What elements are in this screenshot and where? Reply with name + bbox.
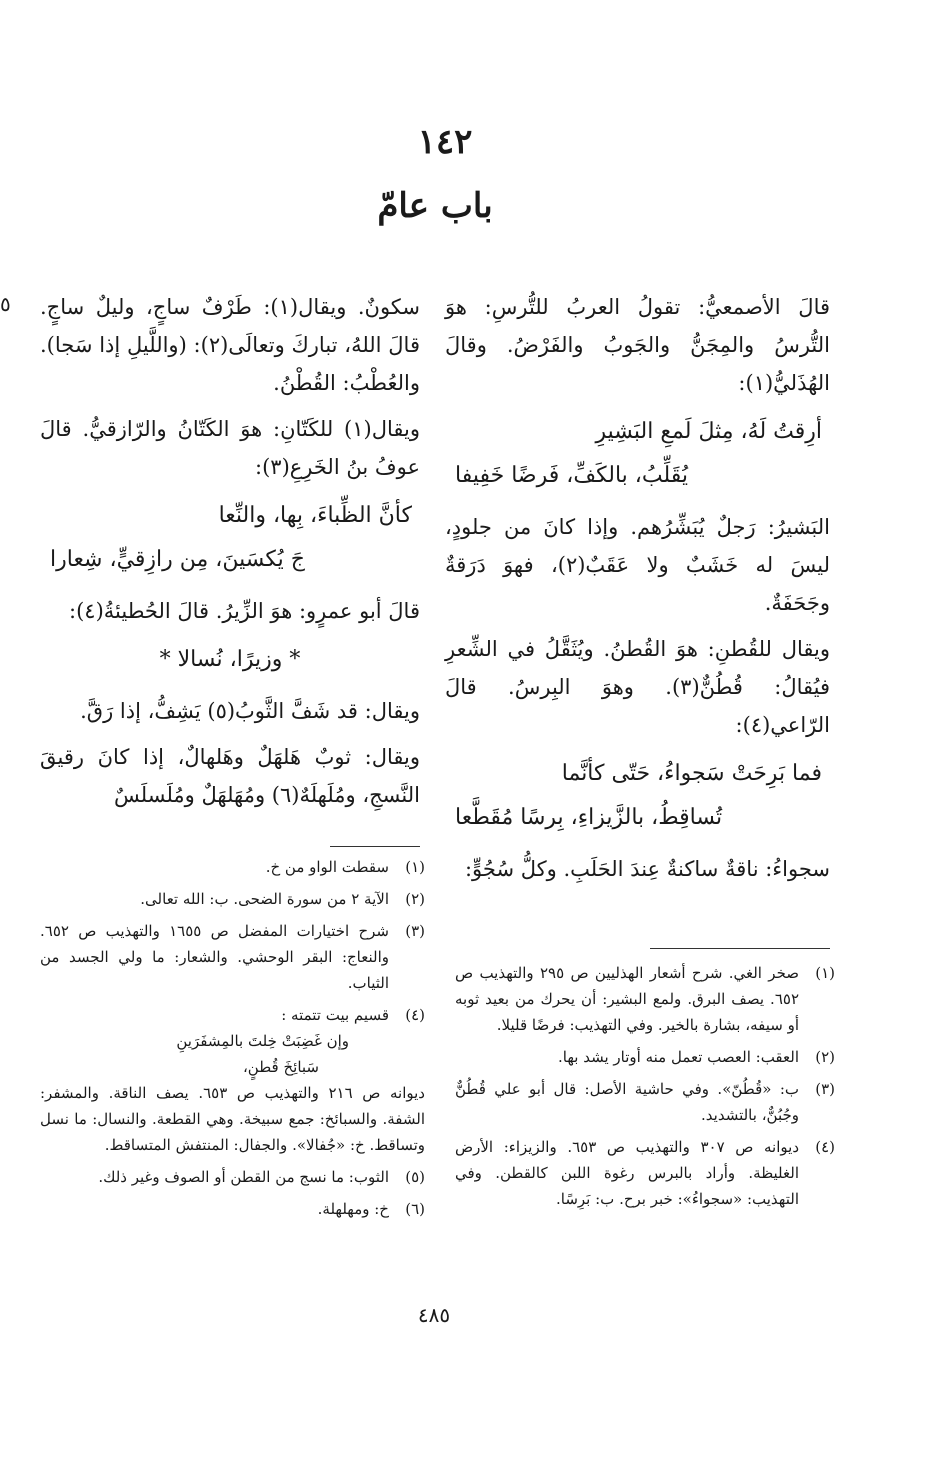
footnote [455, 960, 835, 1038]
footnote [40, 1196, 425, 1222]
footnote [455, 1044, 835, 1070]
footnote [40, 854, 425, 880]
verse-line: كأنَّ الظِّباءَ، بِها، والنِّعا [218, 503, 412, 528]
verse [445, 752, 830, 840]
footnote-number: (٥) [405, 1168, 425, 1186]
footnote [40, 1164, 425, 1190]
footnote-number: (٢) [405, 890, 425, 908]
footnote-number: (٣) [815, 1080, 835, 1098]
chapter-number: ١٤٢ [417, 122, 473, 162]
footnote-rule [650, 948, 830, 949]
footnote [40, 886, 425, 912]
footnote-text: خ: ومهلهلة. [317, 1200, 389, 1218]
footnote-verse-line: وإن غَضِبَتْ خِلتَ بالمِشفَرَينِ [176, 1032, 349, 1050]
paragraph: قالَ الأصمعيُّ: تقولُ العربُ للتُّرسِ: هوَ التُّرسُ والمِجَنُّ والجَوبُ والفَرْضُ. وقالَ الهُذَليُّ(١): [445, 295, 830, 395]
verse-line: أرِقتُ لَهُ، مِثلَ لَمعِ البَشِيرِ [595, 419, 822, 444]
verse-line: فما بَرِحَتْ سَجواءُ، حَتّى كأنَّما [561, 761, 822, 786]
footnote-text: سقطت الواو من خ. [265, 858, 389, 876]
paragraph: قالَ أبو عمرٍو: هوَ الزِّيرُ. قالَ الحُطيئةُ(٤): [69, 599, 420, 623]
paragraph: سجواءُ: ناقةٌ ساكنةٌ عِندَ الحَلَبِ. وكلُّ سُجُوٍّ: [464, 857, 830, 881]
footnote-text: الثوب: ما نسج من القطن أو الصوف وغير ذلك. [98, 1168, 389, 1186]
margin-number: ٥ [0, 292, 11, 316]
footnote-verse-line: سَبائِخَ قُطنٍ، [242, 1058, 319, 1076]
page-number: ٤٨٥ [417, 1303, 451, 1327]
verse-line: يُقَلِّبُ، بالكَفِّ، فَرضًا خَفِيفا [455, 463, 689, 488]
footnote [455, 1076, 835, 1128]
footnote-text: ديوانه ص ٣٠٧ والتهذيب ص ٦٥٣. والزيزاء: الأرض الغليظة. وأراد بالبرس رغوة اللبن كالقطن. وفي التهذيب: «سجواءُ»: خبر برح. ب: بَرِسًا. [455, 1138, 800, 1208]
footnote-text: شرح اختيارات المفضل ص ١٦٥٥ والتهذيب ص ٦٥٢. والنعاج: البقر الوحشي. والشعار: ما ولي الجسد من الثياب. [40, 922, 389, 992]
footnote-number: (٣) [405, 922, 425, 940]
footnote [40, 1002, 425, 1080]
paragraph: ويقال للقُطنِ: هوَ القُطنُ. ويُثَقَّلُ في الشِّعرِ فيُقالُ: قُطُنٌّ(٣). وهوَ البِرسُ. قالَ الرّاعي(٤): [445, 637, 830, 737]
footnote-number: (٤) [815, 1138, 835, 1156]
verse [445, 410, 830, 498]
footnotes-right [455, 960, 835, 1218]
footnote-continuation [40, 1080, 425, 1158]
footnotes-left [40, 854, 425, 1228]
footnote-text: قسيم بيت تتمته : [281, 1006, 389, 1024]
footnote-number: (١) [815, 964, 835, 982]
paragraph: ويقال: قد شَفَّ الثَّوبُ(٥) يَشِفُّ، إذا رَقَّ. [80, 699, 420, 723]
footnote-rule [330, 846, 420, 847]
verse-line: * وزيرًا، نُسالا * [159, 647, 301, 672]
footnote-text: ديوانه ص ٢١٦ والتهذيب ص ٦٥٣. يصف الناقة. والمشفر: الشفة. والسبائخ: جمع سبيخة. وهي القطعة. والنسال: ما نسل وتساقط. خ: «جُفالا». والجفال: المنتفش المتساقط. [40, 1084, 425, 1154]
verse-line: جَ يُكسَينَ، مِن رازِقيٍّ، شِعارا [50, 547, 305, 572]
footnote-number: (٢) [815, 1048, 835, 1066]
footnote-text: ب: «قُطُنّ». وفي حاشية الأصل: قال أبو علي قُطُنٌّ وجُبُنٌّ، بالتشديد. [455, 1080, 799, 1124]
right-column [445, 288, 830, 896]
paragraph: سكونٌ. ويقال(١): طَرْفٌ ساجٍ، وليلٌ ساجٍ. قالَ اللهُ، تباركَ وتعالَى(٢): (واللَّيلِ إذا سَجا). والعُطْبُ: القُطْنُ. [40, 295, 420, 395]
footnote-number: (٤) [405, 1006, 425, 1024]
paragraph: ويقال: ثوبٌ هَلهَلٌ وهَلهالٌ، إذا كانَ رقيقَ النَّسجِ، ومُلَهلَهٌ(٦) ومُهَلهَلٌ ومُلَسلَسٌ [40, 745, 420, 807]
verse [40, 638, 420, 682]
footnote-text: الآية ٢ من سورة الضحى. ب: الله تعالى. [140, 890, 389, 908]
left-column [40, 288, 420, 822]
verse [40, 494, 420, 582]
footnote [455, 1134, 835, 1212]
footnote-number: (١) [405, 858, 425, 876]
verse-line: تُساقِطُ، بالزَّيزاءِ، بِرسًا مُقَطَّعا [455, 805, 723, 830]
paragraph: ويقال(١) للكَتّانِ: هوَ الكَتّانُ والرّازقيُّ. قالَ عوفُ بنُ الخَرِعِ(٣): [40, 417, 420, 479]
footnote-text: العقب: العصب تعمل منه أوتار يشد بها. [558, 1048, 799, 1066]
footnote-text: صخر الغي. شرح أشعار الهذليين ص ٢٩٥ والتهذيب ص ٦٥٢. يصف البرق. ولمع البشير: أن يحرك من بعيد ثوبه أو سيفه، بشارة بالخير. وفي التهذيب: فرضًا قليلا. [455, 964, 799, 1034]
footnote-number: (٦) [405, 1200, 425, 1218]
paragraph: البَشيرُ: رَجلٌ يُبَشِّرُهم. وإذا كانَ من جلودٍ، ليسَ له خَشَبٌ ولا عَقَبٌ(٢)، فهوَ دَرَقةٌ وجَحَفَةٌ. [445, 515, 830, 615]
chapter-title: باب عامّ [377, 186, 493, 226]
footnote [40, 918, 425, 996]
